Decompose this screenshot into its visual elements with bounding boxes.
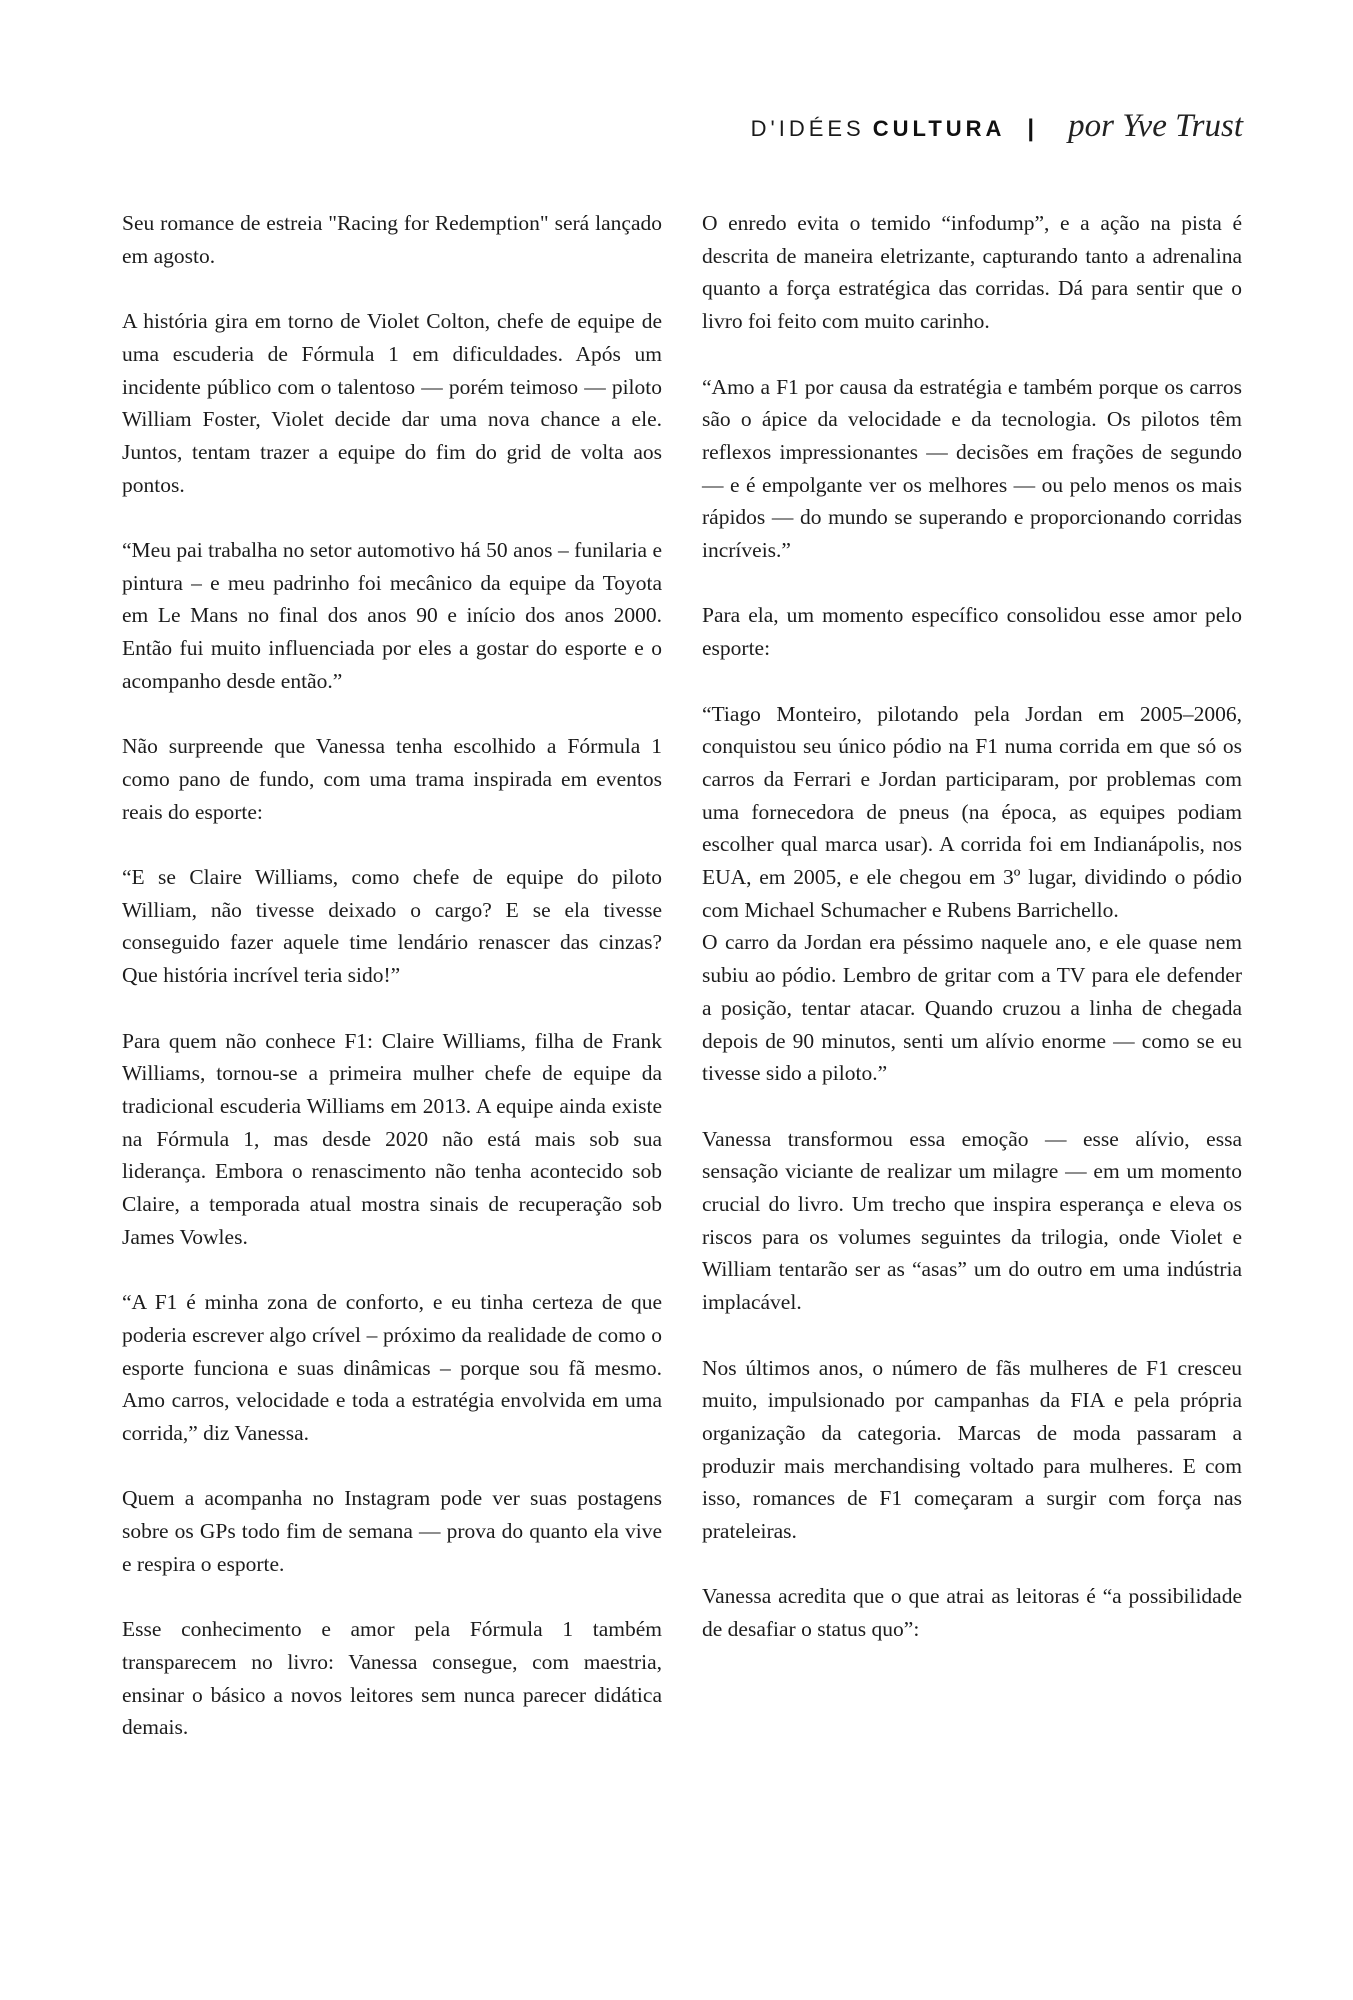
- page-header: [751, 108, 1243, 145]
- right-column: [702, 207, 1242, 1679]
- author-byline: por Yve Trust: [1068, 108, 1243, 144]
- paragraph: O enredo evita o temido “infodump”, e a ação na pista é descrita de maneira eletrizante, capturando tanto a adrenalina quanto a força estratégica das corridas. Dá para sentir que o livro foi feito com muito carinho.: [702, 211, 1242, 334]
- publication-name: D'IDÉES: [750, 116, 865, 141]
- quote-paragraph: “Amo a F1 por causa da estratégia e também porque os carros são o ápice da velocidade e da tecnologia. Os pilotos têm reflexos impressionantes — decisões em frações de segundo — e é empolgante ver os melhores — ou pelo menos os mais rápidos — do mundo se superando e proporcionando corridas incríveis.”: [702, 374, 1242, 563]
- paragraph: Vanessa acredita que o que atrai as leitoras é “a possibilidade de desafiar o status quo”:: [702, 1584, 1242, 1642]
- quote-paragraph: “Meu pai trabalha no setor automotivo há 50 anos – funilaria e pintura – e meu padrinho foi mecânico da equipe da Toyota em Le Mans no final dos anos 90 e início dos anos 2000. Então fui muito influenciada por eles a gostar do esporte e o acompanho desde então.”: [122, 538, 662, 693]
- quote-paragraph: “A F1 é minha zona de conforto, e eu tinha certeza de que poderia escrever algo crível – próximo da realidade de como o esporte funciona e suas dinâmicas – porque sou fã mesmo. Amo carros, velocidade e toda a estratégia envolvida em uma corrida,” diz Vanessa.: [122, 1290, 662, 1445]
- quote-paragraph: “E se Claire Williams, como chefe de equipe do piloto William, não tivesse deixado o cargo? E se ela tivesse conseguido fazer aquele time lendário renascer das cinzas? Que história incrível teria sido!”: [122, 865, 662, 988]
- section-name: CULTURA: [872, 116, 1006, 141]
- paragraph: Para quem não conhece F1: Claire Williams, filha de Frank Williams, tornou-se a primeira mulher chefe de equipe da tradicional escuderia Williams em 2013. A equipe ainda existe na Fórmula 1, mas desde 2020 não está mais sob sua liderança. Embora o renascimento não tenha acontecido sob Claire, a temporada atual mostra sinais de recuperação sob James Vowles.: [122, 1028, 662, 1249]
- quote-paragraph: “Tiago Monteiro, pilotando pela Jordan em 2005–2006, conquistou seu único pódio na F1 numa corrida em que só os carros da Ferrari e Jordan participaram, por problemas com uma fornecedora de pneus (na época, as equipes podiam escolher qual marca usar). A corrida foi em Indianápolis, nos EUA, em 2005, e ele chegou em 3º lugar, dividindo o pódio com Michael Schumacher e Rubens Barrichello.: [702, 701, 1242, 922]
- left-column: [122, 207, 662, 1777]
- paragraph: Vanessa transformou essa emoção — esse alívio, essa sensação viciante de realizar um milagre — em um momento crucial do livro. Um trecho que inspira esperança e eleva os riscos para os volumes seguintes da trilogia, onde Violet e William tentarão ser as “asas” um do outro em uma indústria implacável.: [702, 1126, 1242, 1315]
- paragraph: Seu romance de estreia "Racing for Redemption" será lançado em agosto.: [122, 211, 662, 268]
- paragraph: Não surpreende que Vanessa tenha escolhido a Fórmula 1 como pano de fundo, com uma trama inspirada em eventos reais do esporte:: [122, 734, 662, 824]
- quote-paragraph: O carro da Jordan era péssimo naquele ano, e ele quase nem subiu ao pódio. Lembro de gritar com a TV para ele defender a posição, tentar atacar. Quando cruzou a linha de chegada depois de 90 minutos, senti um alívio enorme — como se eu tivesse sido a piloto.”: [702, 930, 1242, 1086]
- paragraph: A história gira em torno de Violet Colton, chefe de equipe de uma escuderia de Fórmula 1 em dificuldades. Após um incidente público com o talentoso — porém teimoso — piloto William Foster, Violet decide dar uma nova chance a ele. Juntos, tentam trazer a equipe do fim do grid de volta aos pontos.: [122, 309, 662, 497]
- header-separator: |: [1027, 115, 1035, 142]
- paragraph: Nos últimos anos, o número de fãs mulheres de F1 cresceu muito, impulsionado por campanhas da FIA e pela própria organização da categoria. Marcas de moda passaram a produzir mais merchandising voltado para mulheres. E com isso, romances de F1 começaram a surgir com força nas prateleiras.: [702, 1355, 1242, 1544]
- paragraph: Para ela, um momento específico consolidou esse amor pelo esporte:: [702, 603, 1242, 661]
- paragraph: Quem a acompanha no Instagram pode ver suas postagens sobre os GPs todo fim de semana — prova do quanto ela vive e respira o esporte.: [122, 1486, 662, 1576]
- paragraph: Esse conhecimento e amor pela Fórmula 1 também transparecem no livro: Vanessa consegue, com maestria, ensinar o básico a novos leitores sem nunca parecer didática demais.: [122, 1617, 662, 1740]
